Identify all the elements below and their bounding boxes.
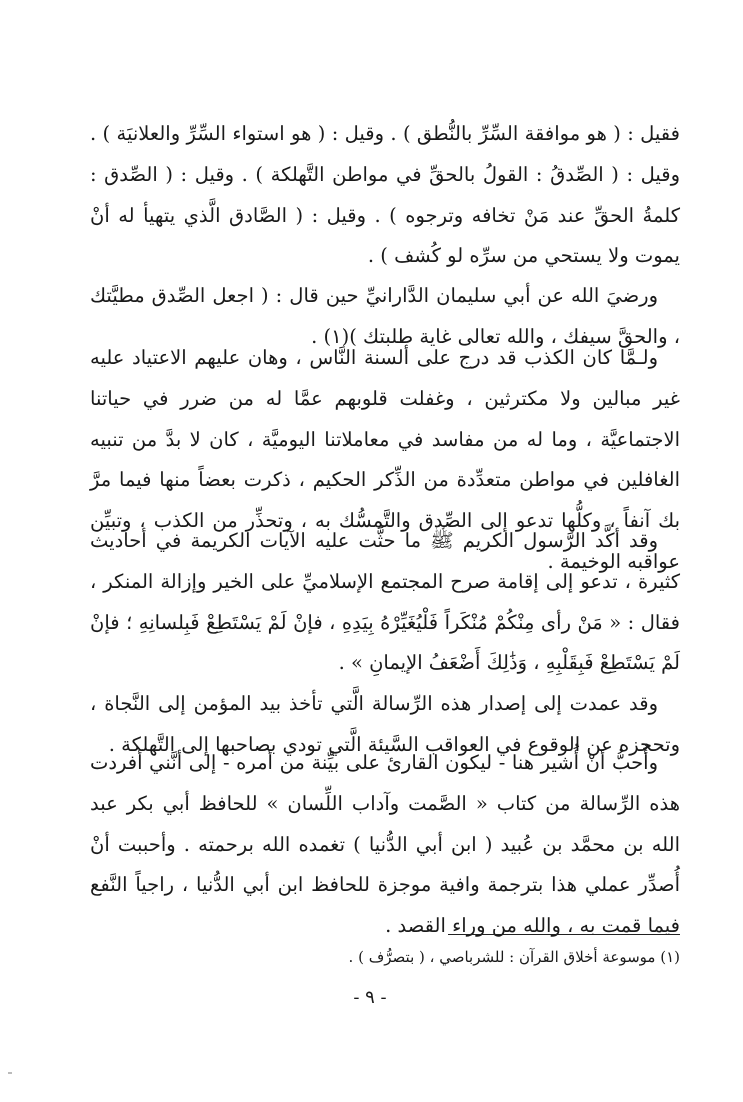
paragraph-source-note: وأُحبُّ أنْ أُشير هنا - ليكون القارئ على بيِّنة من أمره - إلى أنَّني أفردت هذه الرِّسالة من كتاب « الصَّمت وآداب اللِّسان » للحافظ أبي بكر عبد الله بن محمَّد بن عُبيد ( ابن أبي الدُّنيا ) تغمده الله برحمته . وأحببت أنْ أُصدِّر عملي هذا بترجمة وافية موجزة للحافظ ابن أبي الدُّنيا ، راجياً النَّفع فيما قمت به ، والله من وراء القصد . [90, 751, 680, 938]
paragraph-definitions-of-truthfulness: فقيل : ( هو موافقة السِّرِّ بالنُّطق ) . وقيل : ( هو استواء السِّرِّ والعلانيَة ) . وقيل : ( الصِّدقُ : القولُ بالحقِّ في مواطن التَّهلكة ) . وقيل : ( الصِّدق : كلمةُ الحقِّ عند مَنْ تخافه وترجوه ) . وقيل : ( الصَّادق الَّذي يتهيأ له أنْ يموت ولا يستحي من سرِّه لو كُشف ) . [90, 122, 680, 268]
footnote-divider [448, 934, 680, 935]
page-number: - ٩ - [353, 987, 387, 1008]
body-text-column [90, 114, 680, 277]
paragraph-darani-quote: ورضيَ الله عن أبي سليمان الدَّارانيِّ حين قال : ( اجعل الصِّدق مطيَّتك ، والحقَّ سيفك ، والله تعالى غاية طلبتك )(١) . [90, 284, 680, 348]
paragraph-purpose: وقد عمدت إلى إصدار هذه الرِّسالة الَّتي تأخذ بيد المؤمن إلى النَّجاة ، وتحجزه عن الوقوع في العواقب السَّيئة الَّتي تودي بصاحبها إلى التَّهلكة . [90, 692, 680, 756]
footnote: (١) موسوعة أخلاق القرآن : للشرباصي ، ( بتصرُّف ) . [348, 948, 680, 966]
paragraph-hadith: وقد أكَّد الرَّسول الكريم ﷺ ما حثَّت عليه الآيات الكريمة في أحاديث كثيرة ، تدعو إلى إقامة صرح المجتمع الإسلاميِّ على الخير وإزالة المنكر ، فقال : « مَنْ رأى مِنْكُمْ مُنْكَراً فَلْيُغَيِّرْهُ بِيَدِهِ ، فإنْ لَمْ يَسْتَطِعْ فَبِلسانِهِ ؛ فإنْ لَمْ يَسْتَطِعْ فَبِقَلْبِهِ ، وَذَٰلِكَ أَضْعَفُ الإيمانِ » . [90, 529, 680, 675]
paragraph-lying-spread: ولـمَّا كان الكذب قد درج على ألسنة النَّاس ، وهان عليهم الاعتياد عليه غير مبالين ولا مكترثين ، وغفلت قلوبهم عمَّا له من ضرر في حياتنا الاجتماعيَّة ، وما له من مفاسد في معاملاتنا اليوميَّة ، كان لا بدَّ من تنبيه الغافلين في مواطن متعدِّدة من الذِّكر الحكيم ، ذكرت بعضاً منها فيما مرَّ بك آنفاً ، وكلُّها تدعو إلى الصِّدق والتَّمسُّك به ، وتحذِّر من الكذب ، وتبيِّن عواقبه الوخيمة . [90, 346, 680, 573]
body-text-block [90, 521, 680, 684]
body-text-block [90, 743, 680, 947]
scan-edge-mark [8, 1072, 12, 1074]
